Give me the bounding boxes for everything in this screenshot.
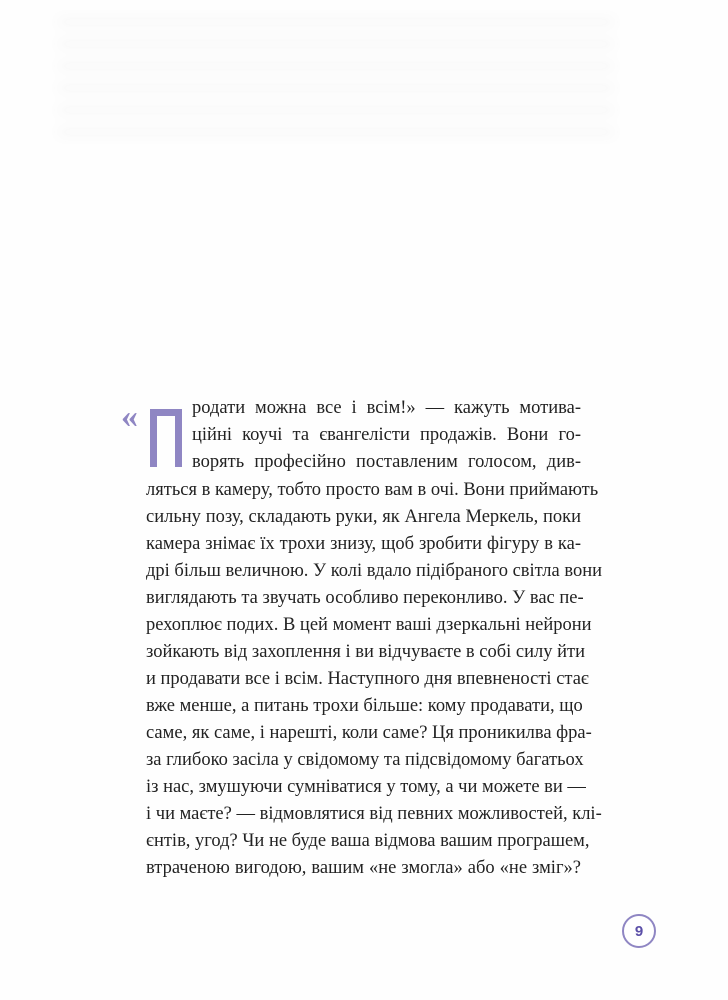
dropcap-letter-text: П: [165, 446, 167, 448]
page-number-badge: [622, 914, 656, 948]
paragraph-line: вже менше, а питань трохи більше: кому продавати, що: [146, 696, 583, 716]
paragraph-line: рехоплює подих. В цей момент ваші дзеркальні нейрони: [146, 615, 592, 635]
paragraph-line: втраченою вигодою, вашим «не змогла» або «не зміг»?: [146, 858, 581, 878]
paragraph-line: єнтів, угод? Чи не буде ваша відмова вашим програшем,: [146, 831, 590, 851]
paragraph-line: ляться в камеру, тобто просто вам в очі. Вони приймають: [146, 480, 599, 500]
paragraph-line: сильну позу, складають руки, як Ангела Меркель, поки: [146, 507, 581, 527]
faded-header-text: [58, 18, 614, 136]
dropcap-letter: [147, 407, 185, 469]
paragraph-line: камера знімає їх трохи знизу, щоб зробити фігуру в ка-: [146, 534, 581, 554]
paragraph-line: із нас, змушуючи сумніватися у тому, а чи можете ви —: [146, 777, 586, 797]
paragraph-line: ворять професійно поставленим голосом, див-: [192, 452, 581, 472]
paragraph-line: виглядають та звучать особливо переконливо. У вас пе-: [146, 588, 584, 608]
paragraph-line: саме, як саме, і нарешті, коли саме? Ця проникилва фра-: [146, 723, 592, 743]
page-number: 9: [634, 922, 644, 940]
open-quote-mark: «: [121, 398, 138, 435]
paragraph-line: и продавати все і всім. Наступного дня впевненості стає: [146, 669, 589, 689]
paragraph-line: родати можна все і всім!» — кажуть мотива-: [192, 398, 581, 418]
paragraph-line: дрі більш величною. У колі вдало підібраного світла вони: [146, 561, 603, 581]
paragraph-line: за глибоко засіла у свідомому та підсвідомому багатьох: [146, 750, 584, 770]
paragraph-line: зойкають від захоплення і ви відчуваєте в собі силу йти: [146, 642, 586, 662]
paragraph-line: і чи маєте? — відмовлятися від певних можливостей, клі-: [146, 804, 602, 824]
paragraph-line: ційні коучі та євангелісти продажів. Вони го-: [192, 425, 581, 445]
